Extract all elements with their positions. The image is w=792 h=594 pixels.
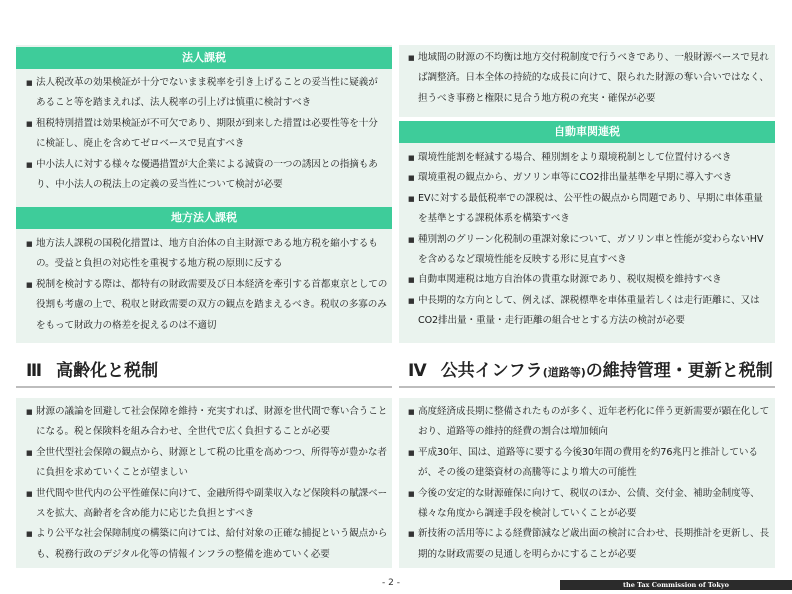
list-item: ■ より公平な社会保障制度の構築に向けては、給付対象の正確な捕捉という観点からも、税務行政のデジタル化等の情報インフラの整備を進めていく必要: [26, 524, 388, 565]
section-4-heading-small: (道路等): [542, 366, 586, 379]
corporate-tax-list: [26, 73, 386, 195]
local-corporate-tax-header: 地方法人課税: [16, 207, 392, 229]
list-item: ■ 中小法人に対する様々な優遇措置が大企業による減資の一つの誘因との指摘もあり、中小法人の税法上の定義の妥当性について検討が必要: [26, 155, 386, 196]
section-4-number: Ⅳ: [408, 361, 427, 381]
section-3-divider: [16, 386, 392, 388]
section-3-number: Ⅲ: [26, 361, 43, 381]
local-corporate-tax-list: [26, 234, 388, 336]
footer-banner: the Tax Commission of Tokyo: [560, 580, 792, 590]
section-3-title: [26, 359, 158, 383]
list-item: ■ 今後の安定的な財源確保に向けて、税収のほか、公債、交付金、補助金制度等、様々な角度から調達手段を検討していくことが必要: [408, 484, 770, 525]
aging-tax-list: [26, 402, 388, 565]
section-4-heading-main: 公共インフラ: [440, 361, 543, 381]
list-item: ■ 地方法人課税の国税化措置は、地方自治体の自主財源である地方税を縮小するもの。受益と負担の対応性を重視する地方税の原則に反する: [26, 234, 388, 275]
section-3-heading: 高齢化と税制: [56, 361, 159, 381]
list-item: ■ 環境性能割を軽減する場合、種別割をより環境税制として位置付けるべき: [408, 148, 770, 168]
infrastructure-list: [408, 402, 770, 565]
list-item: ■ 財源の議論を回避して社会保障を維持・充実すれば、財源を世代間で奪い合うことになる。税と保険料を組み合わせ、全世代で広く負担することが必要: [26, 402, 388, 443]
list-item: ■ 中長期的な方向として、例えば、課税標準を車体重量若しくは走行距離に、又はCO2排出量・重量・走行距離の組合せとする方法の検討が必要: [408, 291, 770, 332]
vehicle-tax-list: [408, 148, 770, 332]
list-item: ■ 新技術の活用等による経費節減など歳出面の検討に合わせ、長期推計を更新し、長期的な財政需要の見通しを明らかにすることが必要: [408, 524, 770, 565]
list-item: ■ 平成30年、国は、道路等に要する今後30年間の費用を約76兆円と推計しているが、その後の建築資材の高騰等により増大の可能性: [408, 443, 770, 484]
list-item: ■ EVに対する最低税率での課税は、公平性の観点から問題であり、早期に車体重量を基準とする課税体系を構築すべき: [408, 189, 770, 230]
fiscal-imbalance-list: [408, 48, 770, 109]
list-item: ■ 種別割のグリーン化税制の重課対象について、ガソリン車と性能が変わらないHVを含めるなど環境性能を反映する形に見直すべき: [408, 230, 770, 271]
list-item: ■ 高度経済成長期に整備されたものが多く、近年老朽化に伴う更新需要が顕在化しており、道路等の維持的経費の割合は増加傾向: [408, 402, 770, 443]
corporate-tax-header: 法人課税: [16, 47, 392, 69]
section-4-divider: [399, 386, 775, 388]
list-item: ■ 地域間の財源の不均衡は地方交付税制度で行うべきであり、一般財源ベースで見れば調整済。日本全体の持続的な成長に向けて、限られた財源の奪い合いではなく、担うべき事務と権限に見合う地方税の充実・確保が必要: [408, 48, 770, 109]
list-item: ■ 環境重視の観点から、ガソリン車等にCO2排出量基準を早期に導入すべき: [408, 168, 770, 188]
section-4-heading-rest: の維持管理・更新と税制: [585, 361, 773, 381]
list-item: ■ 世代間や世代内の公平性確保に向けて、金融所得や副業収入など保険料の賦課ベースを拡大、高齢者を含め能力に応じた負担とすべき: [26, 484, 388, 525]
list-item: ■ 租税特別措置は効果検証が不可欠であり、期限が到来した措置は必要性等を十分に検証し、廃止を含めてゼロベースで見直すべき: [26, 114, 386, 155]
list-item: ■ 税制を検討する際は、都特有の財政需要及び日本経済を牽引する首都東京としての役割も考慮の上で、税収と財政需要の双方の観点を踏まえるべき。税収の多寡のみをもって財政力の格差を捉えるのは不適切: [26, 275, 388, 336]
vehicle-tax-header: 自動車関連税: [399, 121, 775, 143]
section-4-title: [408, 359, 773, 385]
list-item: ■ 法人税改革の効果検証が十分でないまま税率を引き上げることの妥当性に疑義があること等を踏まえれば、法人税率の引上げは慎重に検討すべき: [26, 73, 386, 114]
list-item: ■ 自動車関連税は地方自治体の貴重な財源であり、税収規模を維持すべき: [408, 270, 770, 290]
list-item: ■ 全世代型社会保障の観点から、財源として税の比重を高めつつ、所得等が豊かな者に負担を求めていくことが望ましい: [26, 443, 388, 484]
page-number: - 2 -: [382, 578, 400, 588]
